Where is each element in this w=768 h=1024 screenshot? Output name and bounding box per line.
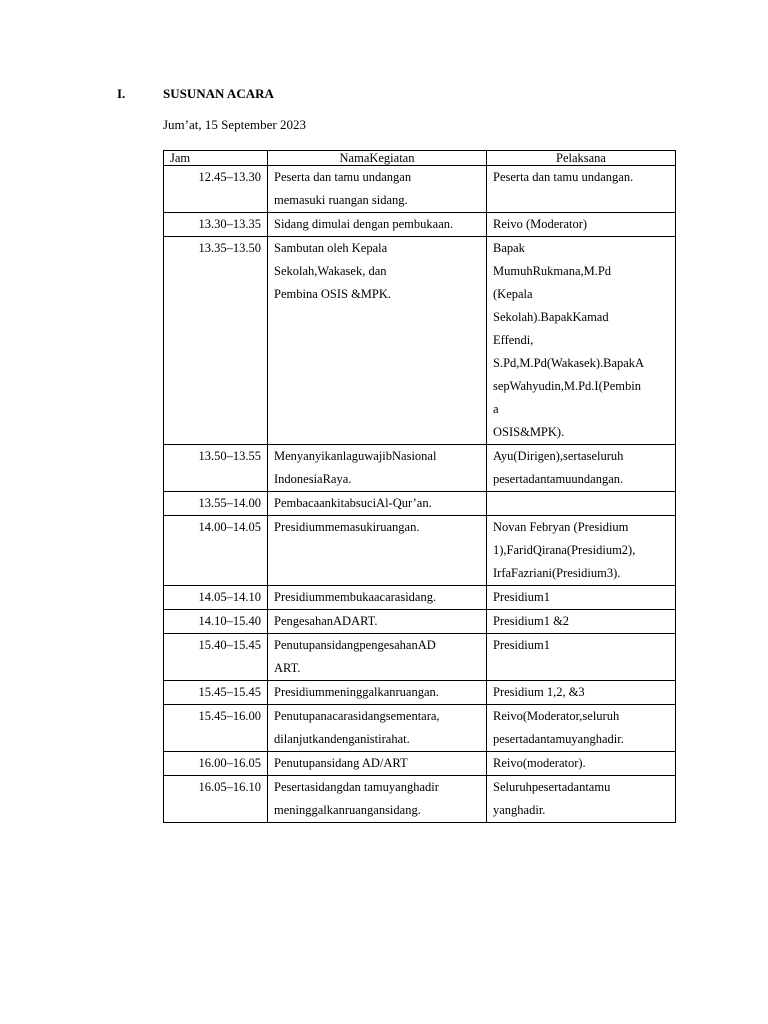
pelaksana-line: S.Pd,M.Pd(Wakasek).BapakA — [493, 356, 645, 370]
pelaksana-line: Reivo (Moderator) — [493, 217, 588, 231]
pelaksana-line: Presidium1 &2 — [493, 614, 570, 628]
table-header-row — [164, 151, 676, 166]
cell-pelaksana — [487, 492, 676, 516]
cell-jam: 13.30–13.35 — [164, 213, 268, 237]
pelaksana-line: (Kepala — [493, 287, 533, 301]
cell-kegiatan — [268, 237, 487, 445]
cell-kegiatan — [268, 445, 487, 492]
cell-pelaksana — [487, 516, 676, 586]
pelaksana-line: Seluruhpesertadantamu — [493, 780, 611, 794]
table-row — [164, 166, 676, 213]
cell-kegiatan — [268, 516, 487, 586]
pelaksana-line: Peserta dan tamu undangan. — [493, 170, 634, 184]
pelaksana-line: Presidium 1,2, &3 — [493, 685, 585, 699]
kegiatan-line: Peserta dan tamu undangan — [274, 170, 412, 184]
table-row — [164, 610, 676, 634]
table-row — [164, 705, 676, 752]
cell-kegiatan — [268, 681, 487, 705]
cell-pelaksana — [487, 237, 676, 445]
pelaksana-line: pesertadantamuundangan. — [493, 472, 624, 486]
table-row — [164, 752, 676, 776]
table-row — [164, 213, 676, 237]
section-heading — [117, 86, 274, 102]
cell-kegiatan — [268, 586, 487, 610]
cell-kegiatan — [268, 492, 487, 516]
pelaksana-line: Reivo(moderator). — [493, 756, 586, 770]
pelaksana-line: Sekolah).BapakKamad — [493, 310, 609, 324]
schedule-table — [163, 150, 676, 823]
kegiatan-line: Presidiummembukaacarasidang. — [274, 590, 437, 604]
kegiatan-line: PembacaankitabsuciAl-Qur’an. — [274, 496, 432, 510]
kegiatan-line: ART. — [274, 661, 301, 675]
pelaksana-line: Novan Febryan (Presidium — [493, 520, 629, 534]
kegiatan-line: Sidang dimulai dengan pembukaan. — [274, 217, 454, 231]
table-row — [164, 776, 676, 823]
header-pelaksana: Pelaksana — [487, 151, 676, 166]
cell-kegiatan — [268, 776, 487, 823]
cell-jam: 15.40–15.45 — [164, 634, 268, 681]
cell-pelaksana — [487, 610, 676, 634]
pelaksana-line: MumuhRukmana,M.Pd — [493, 264, 612, 278]
cell-kegiatan — [268, 634, 487, 681]
kegiatan-line: dilanjutkandenganistirahat. — [274, 732, 410, 746]
kegiatan-line: MenyanyikanlaguwajibNasional — [274, 449, 437, 463]
pelaksana-line: OSIS&MPK). — [493, 425, 565, 439]
cell-jam: 15.45–16.00 — [164, 705, 268, 752]
section-title: SUSUNAN ACARA — [163, 86, 274, 101]
cell-jam: 15.45–15.45 — [164, 681, 268, 705]
cell-jam: 16.00–16.05 — [164, 752, 268, 776]
kegiatan-line: Penutupanacarasidangsementara, — [274, 709, 440, 723]
kegiatan-line: meninggalkanruangansidang. — [274, 803, 421, 817]
kegiatan-line: PengesahanADART. — [274, 614, 378, 628]
pelaksana-line: Bapak — [493, 241, 525, 255]
event-date: Jum’at, 15 September 2023 — [163, 117, 306, 132]
kegiatan-line: Pembina OSIS &MPK. — [274, 287, 392, 301]
cell-kegiatan — [268, 166, 487, 213]
header-jam: Jam — [164, 151, 268, 166]
schedule-body — [164, 166, 676, 823]
pelaksana-line: Presidium1 — [493, 590, 550, 604]
pelaksana-line: IrfaFazriani(Presidium3). — [493, 566, 621, 580]
cell-pelaksana — [487, 634, 676, 681]
section-number: I. — [117, 86, 126, 101]
cell-jam: 14.00–14.05 — [164, 516, 268, 586]
table-row — [164, 634, 676, 681]
table-row — [164, 516, 676, 586]
kegiatan-line: Sekolah,Wakasek, dan — [274, 264, 387, 278]
cell-pelaksana — [487, 586, 676, 610]
table-row — [164, 237, 676, 445]
cell-kegiatan — [268, 610, 487, 634]
cell-jam: 13.50–13.55 — [164, 445, 268, 492]
table-row — [164, 492, 676, 516]
cell-kegiatan — [268, 752, 487, 776]
cell-jam: 14.10–15.40 — [164, 610, 268, 634]
cell-kegiatan — [268, 213, 487, 237]
kegiatan-line: Presidiummemasukiruangan. — [274, 520, 420, 534]
table-row — [164, 445, 676, 492]
kegiatan-line: PenutupansidangpengesahanAD — [274, 638, 436, 652]
cell-jam: 13.55–14.00 — [164, 492, 268, 516]
cell-pelaksana — [487, 705, 676, 752]
pelaksana-line: sepWahyudin,M.Pd.I(Pembin — [493, 379, 641, 393]
cell-pelaksana — [487, 752, 676, 776]
kegiatan-line: memasuki ruangan sidang. — [274, 193, 408, 207]
table-row — [164, 681, 676, 705]
kegiatan-line: IndonesiaRaya. — [274, 472, 352, 486]
cell-pelaksana — [487, 213, 676, 237]
cell-pelaksana — [487, 681, 676, 705]
cell-pelaksana — [487, 776, 676, 823]
pelaksana-line: Reivo(Moderator,seluruh — [493, 709, 620, 723]
kegiatan-line: Presidiummeninggalkanruangan. — [274, 685, 439, 699]
kegiatan-line: Sambutan oleh Kepala — [274, 241, 388, 255]
pelaksana-line: a — [493, 402, 499, 416]
table-row — [164, 586, 676, 610]
pelaksana-line: pesertadantamuyanghadir. — [493, 732, 624, 746]
cell-pelaksana — [487, 166, 676, 213]
cell-jam: 12.45–13.30 — [164, 166, 268, 213]
cell-jam: 14.05–14.10 — [164, 586, 268, 610]
pelaksana-line: Effendi, — [493, 333, 534, 347]
pelaksana-line: 1),FaridQirana(Presidium2), — [493, 543, 636, 557]
cell-jam: 16.05–16.10 — [164, 776, 268, 823]
cell-pelaksana — [487, 445, 676, 492]
pelaksana-line: yanghadir. — [493, 803, 546, 817]
pelaksana-line: Presidium1 — [493, 638, 550, 652]
kegiatan-line: Pesertasidangdan tamuyanghadir — [274, 780, 439, 794]
cell-kegiatan — [268, 705, 487, 752]
header-kegiatan: NamaKegiatan — [268, 151, 487, 166]
cell-jam: 13.35–13.50 — [164, 237, 268, 445]
pelaksana-line: Ayu(Dirigen),sertaseluruh — [493, 449, 624, 463]
kegiatan-line: Penutupansidang AD/ART — [274, 756, 408, 770]
